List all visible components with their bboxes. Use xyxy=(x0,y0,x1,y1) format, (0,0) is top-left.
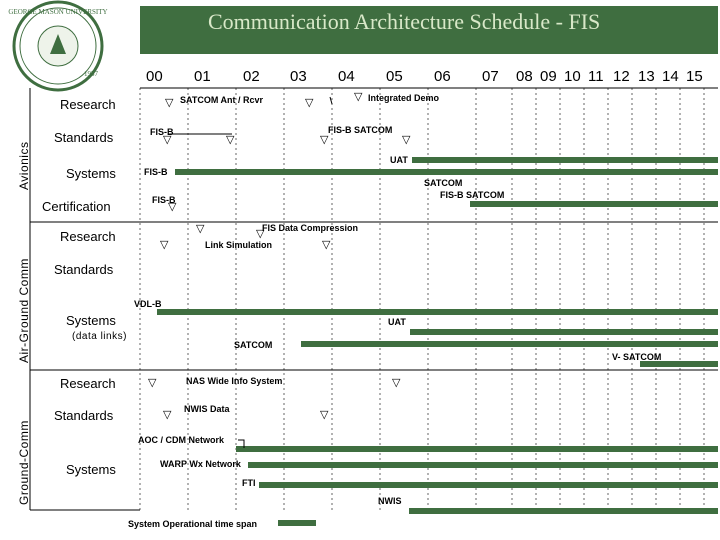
row-ag-systems: Systems xyxy=(66,313,116,328)
milestone-marker: ▽ xyxy=(402,134,411,146)
year-10: 10 xyxy=(564,68,581,85)
year-07: 07 xyxy=(482,68,499,85)
bar-warp xyxy=(248,462,718,468)
label-satcom-2: SATCOM xyxy=(234,340,273,350)
group-ground: Ground-Comm xyxy=(17,420,31,505)
bar-satcom-airground xyxy=(301,341,718,347)
row-ag-systems-sub: (data links) xyxy=(72,331,127,342)
row-gc-systems: Systems xyxy=(66,462,116,477)
year-06: 06 xyxy=(434,68,451,85)
milestone-marker: ▽ xyxy=(320,134,329,146)
bar-fti xyxy=(259,482,718,488)
row-gc-standards: Standards xyxy=(54,408,114,423)
milestone-marker: ▽ xyxy=(168,201,177,213)
milestone-marker: ▽ xyxy=(196,223,205,235)
year-12: 12 xyxy=(613,68,630,85)
label-uat-2: UAT xyxy=(388,317,406,327)
year-00: 00 xyxy=(146,68,163,85)
label-nas-wide: NAS Wide Info System xyxy=(186,376,283,386)
milestone-marker: ▽ xyxy=(256,228,265,240)
milestone-marker: ▽ xyxy=(322,239,331,251)
row-ag-research: Research xyxy=(60,229,116,244)
svg-text:1957: 1957 xyxy=(84,70,98,78)
svg-text:GEORGE MASON UNIVERSITY: GEORGE MASON UNIVERSITY xyxy=(8,8,108,16)
milestone-marker: ▽ xyxy=(160,239,169,251)
year-01: 01 xyxy=(194,68,211,85)
year-03: 03 xyxy=(290,68,307,85)
label-integrated-demo: Integrated Demo xyxy=(368,93,440,103)
row-gc-research: Research xyxy=(60,376,116,391)
row-av-research: Research xyxy=(60,97,116,112)
legend-label: System Operational time span xyxy=(128,519,258,529)
label-satcom-1: SATCOM xyxy=(424,178,463,188)
bar-uat-avionics xyxy=(412,157,718,163)
row-av-systems: Systems xyxy=(66,166,116,181)
label-fti: FTI xyxy=(242,478,256,488)
milestone-marker: ▽ xyxy=(320,409,329,421)
row-ag-standards: Standards xyxy=(54,262,114,277)
year-04: 04 xyxy=(338,68,355,85)
year-02: 02 xyxy=(243,68,260,85)
year-13: 13 xyxy=(638,68,655,85)
label-v-satcom: V- SATCOM xyxy=(612,352,662,362)
milestone-marker: ▽ xyxy=(163,134,172,146)
milestone-marker: ▽ xyxy=(226,134,235,146)
label-fisb-2: FIS-B xyxy=(144,167,168,177)
bar-nwis xyxy=(409,508,718,514)
milestone-marker: ▽ xyxy=(305,97,314,109)
label-satcom-ant: SATCOM Ant / Rcvr xyxy=(180,95,264,105)
bar-uat-airground xyxy=(410,329,718,335)
year-15: 15 xyxy=(686,68,703,85)
label-fisb-satcom-1: FIS-B SATCOM xyxy=(328,125,393,135)
page-title: Communication Architecture Schedule - FIS xyxy=(208,9,601,34)
bar-fisb-satcom xyxy=(470,201,718,207)
label-aoc-cdm: AOC / CDM Network xyxy=(138,435,225,445)
brackets xyxy=(168,97,332,448)
year-11: 11 xyxy=(588,68,604,85)
label-fisb-satcom-2: FIS-B SATCOM xyxy=(440,190,505,200)
milestone-marker: ▽ xyxy=(354,91,363,103)
year-08: 08 xyxy=(516,68,533,85)
group-air-ground: Air-Ground Comm xyxy=(17,258,31,363)
year-09: 09 xyxy=(540,68,557,85)
milestone-marker: ▽ xyxy=(392,377,401,389)
label-nwis-data: NWIS Data xyxy=(184,404,230,414)
label-fisb-3: FIS-B xyxy=(152,195,176,205)
group-avionics: Avionics xyxy=(17,141,31,190)
bar-aoc-cdm xyxy=(236,446,718,452)
label-nwis: NWIS xyxy=(378,496,402,506)
milestone-marker: ▽ xyxy=(165,97,174,109)
year-05: 05 xyxy=(386,68,403,85)
row-av-certification: Certification xyxy=(42,199,111,214)
milestone-marker: ▽ xyxy=(148,377,157,389)
bar-vdlb xyxy=(157,309,718,315)
label-link-sim: Link Simulation xyxy=(205,240,273,250)
row-av-standards: Standards xyxy=(54,130,114,145)
label-uat-1: UAT xyxy=(390,155,408,165)
label-fisb-1: FIS-B xyxy=(150,127,174,137)
year-14: 14 xyxy=(662,68,679,85)
label-fis-compression: FIS Data Compression xyxy=(262,223,359,233)
milestone-marker: ▽ xyxy=(163,409,172,421)
label-warp: WARP Wx Network xyxy=(160,459,241,469)
legend-bar xyxy=(278,520,316,526)
label-vdlb: VDL-B xyxy=(134,299,162,309)
bar-fisb-avionics xyxy=(175,169,718,175)
